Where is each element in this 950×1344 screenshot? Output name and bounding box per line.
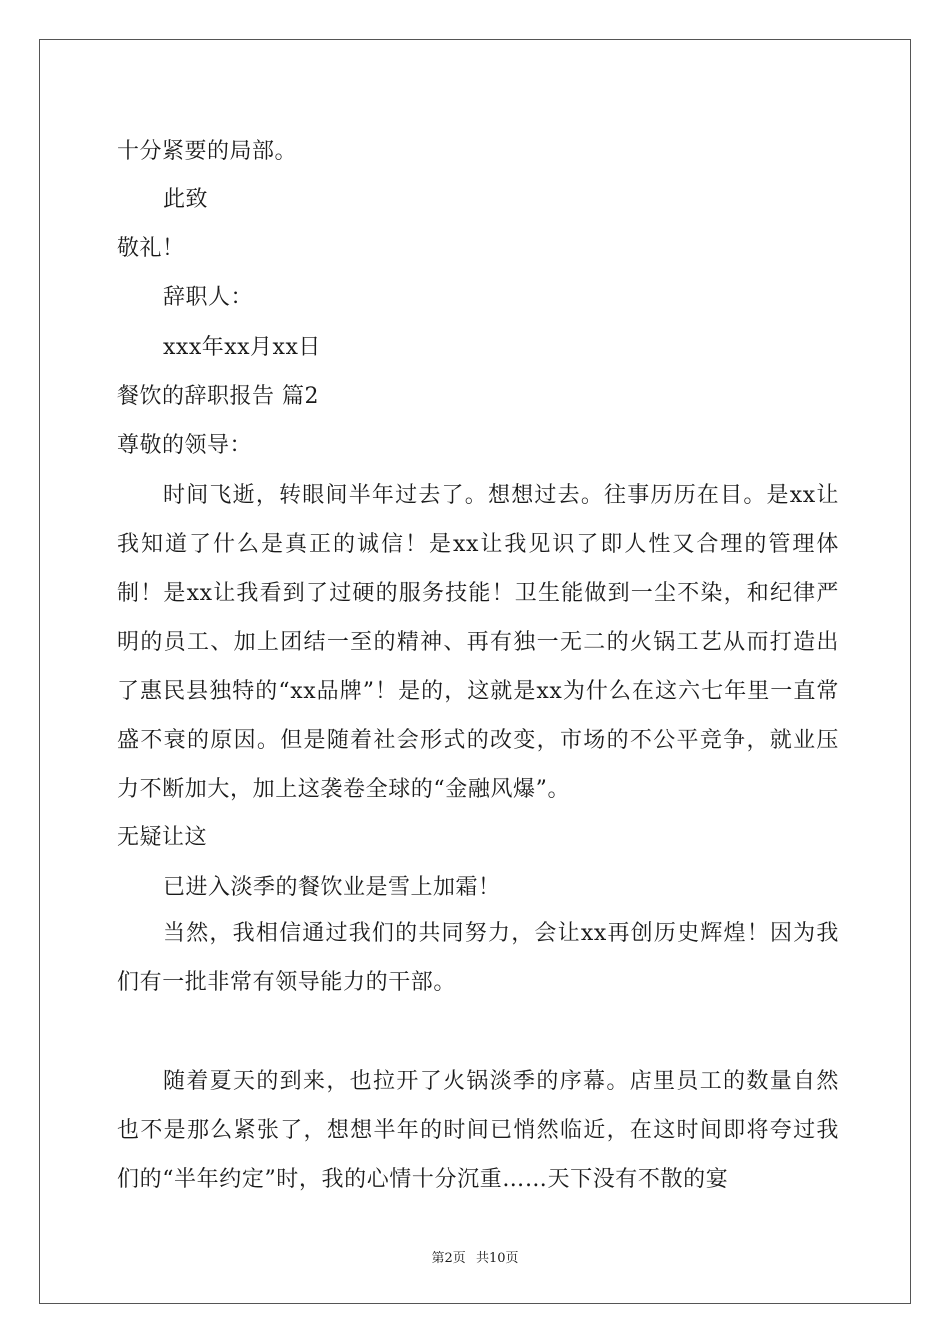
section-title: 餐饮的辞职报告 篇2 (117, 384, 319, 409)
paragraph-tail: 无疑让这 (117, 825, 208, 850)
page-number: 第2页 (431, 1251, 466, 1266)
paragraph: 时间飞逝，转眼间半年过去了。想想过去。往事历历在目。是xx让我知道了什么是真正的诚信！是xx让我见识了即人性又合理的管理体制！是xx让我看到了过硬的服务技能！卫生能做到一尘不染，和纪律严明的员工、加上团结一至的精神、再有独一无二的火锅工艺从而打造出了惠民县独特的“xx品牌”！是的，这就是xx为什么在这六七年里一直常盛不衰的原因。但是随着社会形式的改变，市场的不公平竞争，就业压力不断加大，加上这袭卷全球的“金融风爆”。 (117, 483, 839, 802)
date-line: xxx年xx月xx日 (163, 335, 321, 360)
closing-salutation: 此致 (163, 187, 209, 212)
greeting: 尊敬的领导： (117, 433, 253, 458)
page-total: 共10页 (475, 1251, 519, 1266)
signature-label: 辞职人： (163, 285, 254, 310)
paragraph: 随着夏天的到来，也拉开了火锅淡季的序幕。店里员工的数量自然也不是那么紧张了，想想半年的时间已悄然临近，在这时间即将夸过我们的“半年约定”时，我的心情十分沉重……天下没有不散的宴 (117, 1069, 839, 1192)
paragraph: 当然，我相信通过我们的共同努力，会让xx再创历史辉煌！因为我们有一批非常有领导能力的干部。 (117, 921, 839, 995)
page-footer (0, 1247, 950, 1266)
text-line: 十分紧要的局部。 (117, 139, 298, 164)
paragraph: 已进入淡季的餐饮业是雪上加霜！ (163, 875, 501, 900)
closing-regards: 敬礼！ (117, 236, 185, 261)
